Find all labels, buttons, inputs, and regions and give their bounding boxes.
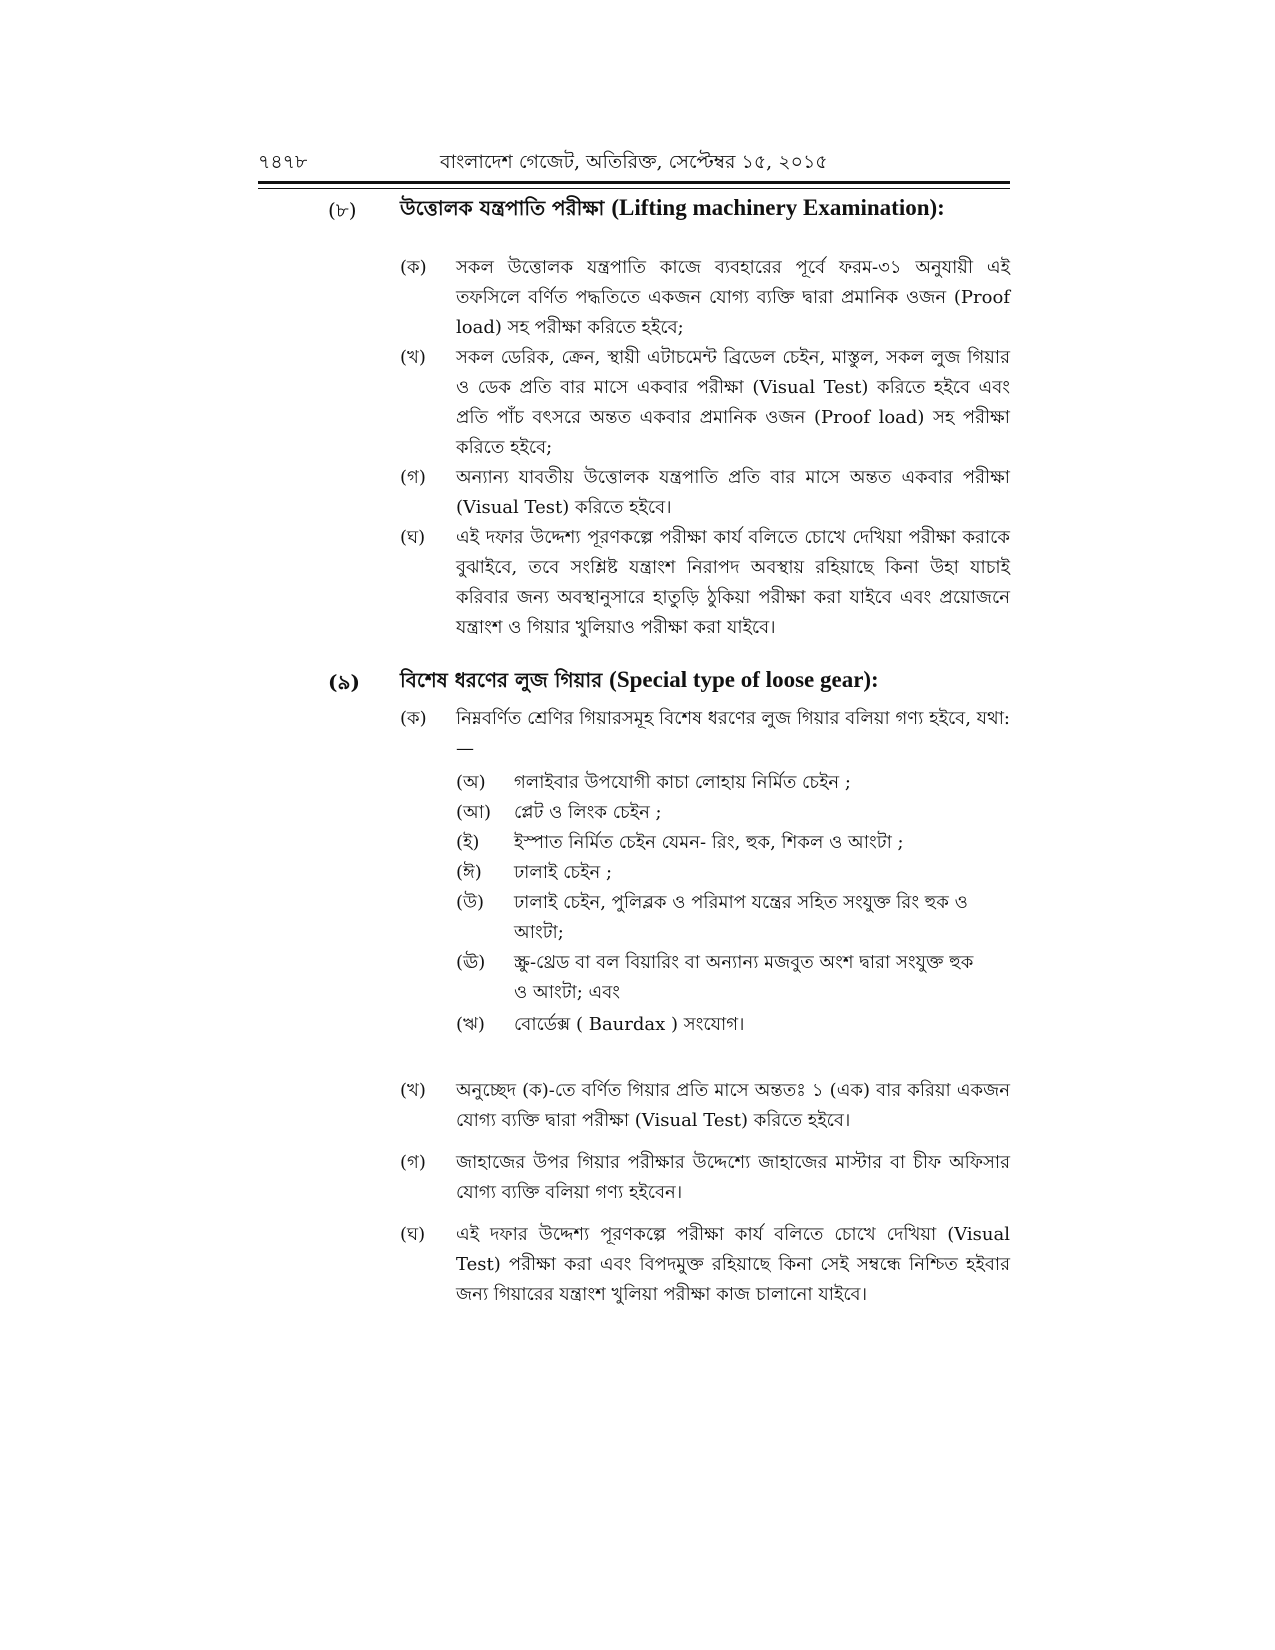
subitem: [456, 1010, 1010, 1040]
section-8-title-bn: উত্তোলক যন্ত্রপাতি পরীক্ষা: [400, 196, 605, 220]
item-label: (খ): [400, 1080, 426, 1101]
item-text: এই দফার উদ্দেশ্য পূরণকল্পে পরীক্ষা কার্য বলিতে চোখে দেখিয়া (Visual Test) পরীক্ষা করা এবং বিপদমুক্ত রহিয়াছে কিনা সেই সম্বন্ধে নিশ্চিত হইবার জন্য গিয়ারের যন্ত্রাংশ খুলিয়া পরীক্ষা কাজ চালানো যাইবে।: [456, 1224, 1010, 1305]
subitem-text: প্লেট ও লিংক চেইন ;: [514, 802, 662, 823]
subitem: [456, 768, 1010, 798]
section-8-item-ka: [400, 253, 1010, 343]
section-9-item-ga: [400, 1148, 1010, 1208]
subitem-label: (ই): [456, 832, 480, 853]
section-9-item-gha: [400, 1220, 1010, 1340]
section-9-item-kha: [400, 1076, 1010, 1136]
section-9-title: [400, 666, 879, 699]
item-text: সকল উত্তোলক যন্ত্রপাতি কাজে ব্যবহারের পূর্বে ফরম-৩১ অনুযায়ী এই তফসিলে বর্ণিত পদ্ধতিতে একজন যোগ্য ব্যক্তি দ্বারা প্রমানিক ওজন (Proof load) সহ পরীক্ষা করিতে হইবে;: [456, 257, 1010, 338]
section-9-number: (৯): [328, 670, 360, 694]
subitem-label: (ঋ): [456, 1014, 485, 1035]
subitem-text: ঢালাই চেইন, পুলিব্লক ও পরিমাপ যন্ত্রের সহিত সংযুক্ত রিং হুক ও আংটা;: [514, 892, 968, 943]
header-rule-thick: [258, 181, 1010, 184]
subitem-text: ইস্পাত নির্মিত চেইন যেমন- রিং, হুক, শিকল ও আংটা ;: [514, 832, 904, 853]
subitem: [456, 948, 1010, 1008]
item-label: (ঘ): [400, 527, 426, 548]
section-8-item-gha: [400, 523, 1010, 643]
item-label: (গ): [400, 1152, 426, 1173]
item-text: নিম্নবর্ণিত শ্রেণির গিয়ারসমূহ বিশেষ ধরণের লুজ গিয়ার বলিয়া গণ্য হইবে, যথা:—: [456, 708, 1010, 759]
item-text: অন্যান্য যাবতীয় উত্তোলক যন্ত্রপাতি প্রতি বার মাসে অন্তত একবার পরীক্ষা (Visual Test) করিতে হইবে।: [456, 467, 1010, 518]
gazette-header-title: বাংলাদেশ গেজেট, অতিরিক্ত, সেপ্টেম্বর ১৫, ২০১৫: [440, 151, 828, 173]
item-text: এই দফার উদ্দেশ্য পূরণকল্পে পরীক্ষা কার্য বলিতে চোখে দেখিয়া পরীক্ষা করাকে বুঝাইবে, তবে সংশ্লিষ্ট যন্ত্রাংশ নিরাপদ অবস্থায় রহিয়াছে কিনা উহা যাচাই করিবার জন্য অবস্থানুসারে হাতুড়ি ঠুকিয়া পরীক্ষা করা যাইবে এবং প্রয়োজনে যন্ত্রাংশ ও গিয়ার খুলিয়াও পরীক্ষা করা যাইবে।: [456, 527, 1010, 638]
subitem: [456, 828, 1010, 858]
page-number: ৭৪৭৮: [258, 151, 308, 173]
subitem-label: (আ): [456, 802, 492, 823]
subitem-label: (ঊ): [456, 952, 486, 973]
subitem: [456, 798, 1010, 828]
section-8-number: (৮): [328, 198, 357, 222]
subitem-text: গলাইবার উপযোগী কাচা লোহায় নির্মিত চেইন ;: [514, 772, 851, 793]
subitem-label: (উ): [456, 892, 485, 913]
item-label: (ক): [400, 257, 427, 278]
item-text: জাহাজের উপর গিয়ার পরীক্ষার উদ্দেশ্যে জাহাজের মাস্টার বা চীফ অফিসার যোগ্য ব্যক্তি বলিয়া গণ্য হইবেন।: [456, 1152, 1010, 1203]
item-text: অনুচ্ছেদ (ক)-তে বর্ণিত গিয়ার প্রতি মাসে অন্ততঃ ১ (এক) বার করিয়া একজন যোগ্য ব্যক্তি দ্বারা পরীক্ষা (Visual Test) করিতে হইবে।: [456, 1080, 1010, 1131]
subitem-text: বোর্ডেক্স ( Baurdax ) সংযোগ।: [514, 1014, 745, 1035]
subitem-text: ঢালাই চেইন ;: [514, 862, 613, 883]
section-9-title-en: (Special type of loose gear):: [609, 667, 879, 692]
item-label: (খ): [400, 347, 426, 368]
subitem-text: স্ক্রু-থ্রেড বা বল বিয়ারিং বা অন্যান্য মজবুত অংশ দ্বারা সংযুক্ত হুক ও আংটা; এবং: [514, 952, 974, 1003]
section-9-title-bn: বিশেষ ধরণের লুজ গিয়ার: [400, 668, 603, 692]
section-9-item-ka: [400, 704, 1010, 764]
section-8-item-ga: [400, 463, 1010, 523]
subitem: [456, 888, 1010, 948]
section-8-title: [400, 194, 945, 227]
item-label: (গ): [400, 467, 426, 488]
subitem: [456, 858, 1010, 888]
item-label: (ক): [400, 708, 427, 729]
item-label: (ঘ): [400, 1224, 426, 1245]
item-text: সকল ডেরিক, ক্রেন, স্থায়ী এটাচমেন্ট ব্রিডেল চেইন, মাস্তুল, সকল লুজ গিয়ার ও ডেক প্রতি বার মাসে একবার পরীক্ষা (Visual Test) করিতে হইবে এবং প্রতি পাঁচ বৎসরে অন্তত একবার প্রমানিক ওজন (Proof load) সহ পরীক্ষা করিতে হইবে;: [456, 347, 1010, 458]
section-8-title-en: (Lifting machinery Examination):: [611, 195, 945, 220]
header-rule-thin: [258, 188, 1010, 189]
subitem-label: (ঈ): [456, 862, 482, 883]
section-8-item-kha: [400, 343, 1010, 463]
subitem-label: (অ): [456, 772, 486, 793]
